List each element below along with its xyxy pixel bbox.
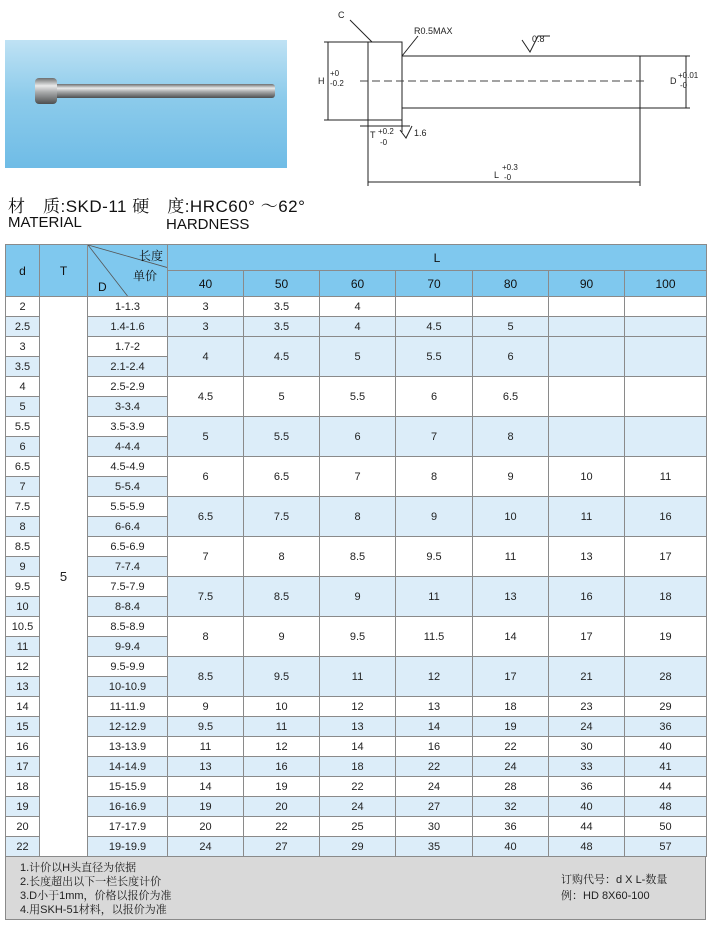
cell-price: 7 [320, 457, 396, 497]
d-label: D [670, 76, 677, 86]
cell-price: 57 [625, 837, 707, 857]
cell-D: 2.1-2.4 [88, 357, 168, 377]
cell-d: 6 [6, 437, 40, 457]
cell-price: 6.5 [244, 457, 320, 497]
cell-price: 4 [168, 337, 244, 377]
cell-D: 8.5-8.9 [88, 617, 168, 637]
cell-price: 24 [396, 777, 473, 797]
cell-price: 8 [396, 457, 473, 497]
table-row [6, 817, 707, 837]
cell-d: 10.5 [6, 617, 40, 637]
table-row [6, 317, 707, 337]
cell-price: 44 [549, 817, 625, 837]
cell-price [549, 317, 625, 337]
notes-right [561, 872, 667, 904]
cell-price: 19 [244, 777, 320, 797]
cell-D: 15-15.9 [88, 777, 168, 797]
table-row [6, 757, 707, 777]
header-diagonal [88, 245, 168, 297]
cell-price: 36 [473, 817, 549, 837]
table-row [6, 577, 707, 597]
header-D: D [98, 280, 107, 294]
cell-price: 8 [320, 497, 396, 537]
cell-D: 9-9.4 [88, 637, 168, 657]
cell-d: 7.5 [6, 497, 40, 517]
cell-price: 24 [549, 717, 625, 737]
cell-price: 5.5 [396, 337, 473, 377]
cell-price [473, 297, 549, 317]
cell-D: 14-14.9 [88, 757, 168, 777]
cell-price: 9 [320, 577, 396, 617]
cell-price: 7 [168, 537, 244, 577]
cell-price: 5 [473, 317, 549, 337]
cell-price: 28 [473, 777, 549, 797]
cell-price: 11 [244, 717, 320, 737]
cell-price: 20 [168, 817, 244, 837]
table-row [6, 537, 707, 557]
cell-d: 13 [6, 677, 40, 697]
cell-price: 19 [168, 797, 244, 817]
cell-price [625, 337, 707, 377]
cell-price: 16 [396, 737, 473, 757]
header-length-col: 50 [244, 271, 320, 297]
cell-price: 6 [473, 337, 549, 377]
cell-D: 1-1.3 [88, 297, 168, 317]
cell-price: 48 [549, 837, 625, 857]
cell-D: 6-6.4 [88, 517, 168, 537]
cell-price: 9 [396, 497, 473, 537]
note-4: 4.用SKH-51材料，以报价为准 [20, 904, 167, 916]
cell-price: 9.5 [396, 537, 473, 577]
cell-d: 4 [6, 377, 40, 397]
cell-d: 8 [6, 517, 40, 537]
cell-price: 8.5 [320, 537, 396, 577]
cell-price: 17 [625, 537, 707, 577]
cell-D: 5-5.4 [88, 477, 168, 497]
cell-price: 40 [625, 737, 707, 757]
table-row [6, 657, 707, 677]
table-row [6, 377, 707, 397]
cell-d: 9 [6, 557, 40, 577]
header-length-col: 90 [549, 271, 625, 297]
cell-price: 11 [473, 537, 549, 577]
notes-left [20, 861, 172, 917]
cell-d: 5.5 [6, 417, 40, 437]
cell-price [625, 377, 707, 417]
cell-d: 16 [6, 737, 40, 757]
cell-price: 10 [549, 457, 625, 497]
cell-price: 8.5 [244, 577, 320, 617]
h-label: H [318, 76, 325, 86]
cell-d: 19 [6, 797, 40, 817]
cell-price: 10 [473, 497, 549, 537]
cell-d: 2 [6, 297, 40, 317]
cell-D: 4.5-4.9 [88, 457, 168, 477]
cell-d: 3 [6, 337, 40, 357]
cell-price: 4.5 [168, 377, 244, 417]
cell-d: 20 [6, 817, 40, 837]
cell-price: 9 [244, 617, 320, 657]
cell-price: 14 [473, 617, 549, 657]
cell-price: 27 [244, 837, 320, 857]
cell-price: 8.5 [168, 657, 244, 697]
cell-price: 5 [320, 337, 396, 377]
cell-price: 8 [473, 417, 549, 457]
cell-price: 4 [320, 317, 396, 337]
cell-price: 16 [549, 577, 625, 617]
cell-price: 8 [168, 617, 244, 657]
cell-price: 3.5 [244, 317, 320, 337]
cell-price: 23 [549, 697, 625, 717]
cell-price: 6 [396, 377, 473, 417]
cell-D: 17-17.9 [88, 817, 168, 837]
cell-d: 7 [6, 477, 40, 497]
table-row [6, 417, 707, 437]
cell-D: 8-8.4 [88, 597, 168, 617]
cell-price: 36 [625, 717, 707, 737]
cell-price: 3 [168, 317, 244, 337]
order-example: 例：HD 8X60-100 [561, 890, 650, 902]
cell-price: 22 [396, 757, 473, 777]
cell-d: 17 [6, 757, 40, 777]
note-2: 2.长度超出以下一栏长度计价 [20, 876, 162, 888]
cell-price: 11 [625, 457, 707, 497]
cell-price: 11.5 [396, 617, 473, 657]
cell-price: 18 [473, 697, 549, 717]
cell-price [625, 317, 707, 337]
note-3: 3.D小于1mm，价格以报价为准 [20, 890, 172, 902]
table-row [6, 457, 707, 477]
cell-price: 25 [320, 817, 396, 837]
cell-D: 1.4-1.6 [88, 317, 168, 337]
l-label: L [494, 170, 500, 180]
cell-price: 24 [473, 757, 549, 777]
h-tol-minus: -0.2 [330, 79, 344, 88]
cell-D: 11-11.9 [88, 697, 168, 717]
cell-price: 12 [396, 657, 473, 697]
cell-D: 9.5-9.9 [88, 657, 168, 677]
cell-d: 12 [6, 657, 40, 677]
header-length-col: 70 [396, 271, 473, 297]
cell-price: 10 [244, 697, 320, 717]
cell-price: 22 [244, 817, 320, 837]
cell-price: 16 [244, 757, 320, 777]
cell-d: 5 [6, 397, 40, 417]
cell-price: 4.5 [396, 317, 473, 337]
price-table [5, 244, 707, 857]
cell-price: 14 [320, 737, 396, 757]
ejector-pin-image [5, 40, 287, 168]
cell-price: 36 [549, 777, 625, 797]
cell-price: 18 [320, 757, 396, 777]
c-label: C [338, 10, 345, 20]
cell-price: 11 [168, 737, 244, 757]
cell-price [625, 297, 707, 317]
cell-price: 29 [320, 837, 396, 857]
cell-price: 41 [625, 757, 707, 777]
cell-price: 17 [549, 617, 625, 657]
t-tol-plus: +0.2 [378, 127, 394, 136]
cell-D: 12-12.9 [88, 717, 168, 737]
cell-price: 14 [168, 777, 244, 797]
header-length: 长度 [138, 249, 163, 263]
hardness-en: HARDNESS [166, 216, 250, 233]
cell-price: 50 [625, 817, 707, 837]
cell-price: 9.5 [244, 657, 320, 697]
header-d: d [6, 245, 40, 297]
cell-price: 13 [320, 717, 396, 737]
cell-price: 7.5 [244, 497, 320, 537]
material-hardness-line: 材 质:SKD-11 硬 度:HRC60° ～62° [8, 197, 306, 216]
cell-D: 13-13.9 [88, 737, 168, 757]
cell-price [549, 297, 625, 317]
cell-d: 18 [6, 777, 40, 797]
cell-price: 16 [625, 497, 707, 537]
notes-box [5, 856, 706, 920]
cell-price: 11 [549, 497, 625, 537]
header-length-col: 80 [473, 271, 549, 297]
cell-D: 1.7-2 [88, 337, 168, 357]
table-row [6, 337, 707, 357]
cell-d: 8.5 [6, 537, 40, 557]
cell-price: 28 [625, 657, 707, 697]
cell-price: 6 [320, 417, 396, 457]
t-label: T [370, 130, 376, 140]
table-row [6, 617, 707, 637]
cell-D: 19-19.9 [88, 837, 168, 857]
cell-price [625, 417, 707, 457]
l-tol-minus: -0 [504, 173, 512, 182]
cell-price: 4 [320, 297, 396, 317]
table-row [6, 777, 707, 797]
t-tol-minus: -0 [380, 138, 388, 147]
h-tol-plus: +0 [330, 69, 340, 78]
note-1: 1.计价以H头直径为依据 [20, 862, 137, 874]
cell-price: 5 [168, 417, 244, 457]
header-length-col: 60 [320, 271, 396, 297]
cell-price: 32 [473, 797, 549, 817]
product-photo [5, 40, 287, 168]
cell-price: 29 [625, 697, 707, 717]
technical-drawing [300, 0, 711, 190]
cell-price: 22 [320, 777, 396, 797]
cell-d: 6.5 [6, 457, 40, 477]
cell-d: 2.5 [6, 317, 40, 337]
table-row [6, 697, 707, 717]
cell-price [396, 297, 473, 317]
cell-D: 16-16.9 [88, 797, 168, 817]
cell-price: 9 [473, 457, 549, 497]
cell-price: 5.5 [244, 417, 320, 457]
cell-D: 5.5-5.9 [88, 497, 168, 517]
cell-price: 11 [396, 577, 473, 617]
cell-price: 6.5 [168, 497, 244, 537]
header-length-col: 100 [625, 271, 707, 297]
cell-price: 22 [473, 737, 549, 757]
d-tol-minus: -0 [680, 81, 688, 90]
cell-price: 24 [320, 797, 396, 817]
cell-price: 9.5 [168, 717, 244, 737]
cell-price: 30 [396, 817, 473, 837]
cell-price: 48 [625, 797, 707, 817]
cell-price: 13 [168, 757, 244, 777]
cell-price: 40 [473, 837, 549, 857]
header-L: L [168, 245, 707, 271]
table-row [6, 797, 707, 817]
cell-D: 3-3.4 [88, 397, 168, 417]
table-row [6, 737, 707, 757]
cell-price [549, 337, 625, 377]
cell-D: 10-10.9 [88, 677, 168, 697]
cell-price: 35 [396, 837, 473, 857]
cell-price: 3.5 [244, 297, 320, 317]
cell-price: 5 [244, 377, 320, 417]
r-label: R0.5MAX [414, 26, 453, 36]
cell-D: 6.5-6.9 [88, 537, 168, 557]
cell-price: 9.5 [320, 617, 396, 657]
table-row [6, 297, 707, 317]
header-t: T [40, 245, 88, 297]
cell-price: 4.5 [244, 337, 320, 377]
cell-price: 17 [473, 657, 549, 697]
cell-price: 11 [320, 657, 396, 697]
cell-price: 33 [549, 757, 625, 777]
cell-price: 8 [244, 537, 320, 577]
cell-price: 5.5 [320, 377, 396, 417]
cell-D: 7-7.4 [88, 557, 168, 577]
cell-d: 11 [6, 637, 40, 657]
header-length-col: 40 [168, 271, 244, 297]
cell-price: 13 [549, 537, 625, 577]
cell-price: 13 [396, 697, 473, 717]
cell-price: 7.5 [168, 577, 244, 617]
cell-price: 21 [549, 657, 625, 697]
d-tol-plus: +0.01 [678, 71, 699, 80]
cell-price: 19 [473, 717, 549, 737]
cell-price: 19 [625, 617, 707, 657]
header-price: 单价 [132, 269, 157, 283]
cell-price: 24 [168, 837, 244, 857]
cell-price: 44 [625, 777, 707, 797]
table-row [6, 837, 707, 857]
cell-price: 12 [244, 737, 320, 757]
cell-price: 18 [625, 577, 707, 617]
cell-d: 9.5 [6, 577, 40, 597]
cell-D: 7.5-7.9 [88, 577, 168, 597]
l-tol-plus: +0.3 [502, 163, 518, 172]
cell-D: 2.5-2.9 [88, 377, 168, 397]
cell-d: 3.5 [6, 357, 40, 377]
cell-price: 9 [168, 697, 244, 717]
cell-price: 6 [168, 457, 244, 497]
cell-price: 3 [168, 297, 244, 317]
cell-d: 22 [6, 837, 40, 857]
cell-price: 13 [473, 577, 549, 617]
cell-t: 5 [40, 297, 88, 857]
cell-price: 14 [396, 717, 473, 737]
cell-d: 10 [6, 597, 40, 617]
cell-D: 4-4.4 [88, 437, 168, 457]
cell-D: 3.5-3.9 [88, 417, 168, 437]
cell-price [549, 417, 625, 457]
cell-price: 27 [396, 797, 473, 817]
table-row [6, 497, 707, 517]
roughness-top: 0.8 [532, 34, 545, 44]
table-row [6, 717, 707, 737]
cell-price: 30 [549, 737, 625, 757]
cell-price: 40 [549, 797, 625, 817]
cell-price [549, 377, 625, 417]
cell-d: 15 [6, 717, 40, 737]
roughness-t: 1.6 [414, 128, 427, 138]
cell-price: 12 [320, 697, 396, 717]
cell-price: 7 [396, 417, 473, 457]
order-code: 订购代号：d X L-数量 [561, 874, 668, 886]
cell-price: 6.5 [473, 377, 549, 417]
material-en: MATERIAL [8, 214, 82, 231]
cell-price: 20 [244, 797, 320, 817]
cell-d: 14 [6, 697, 40, 717]
